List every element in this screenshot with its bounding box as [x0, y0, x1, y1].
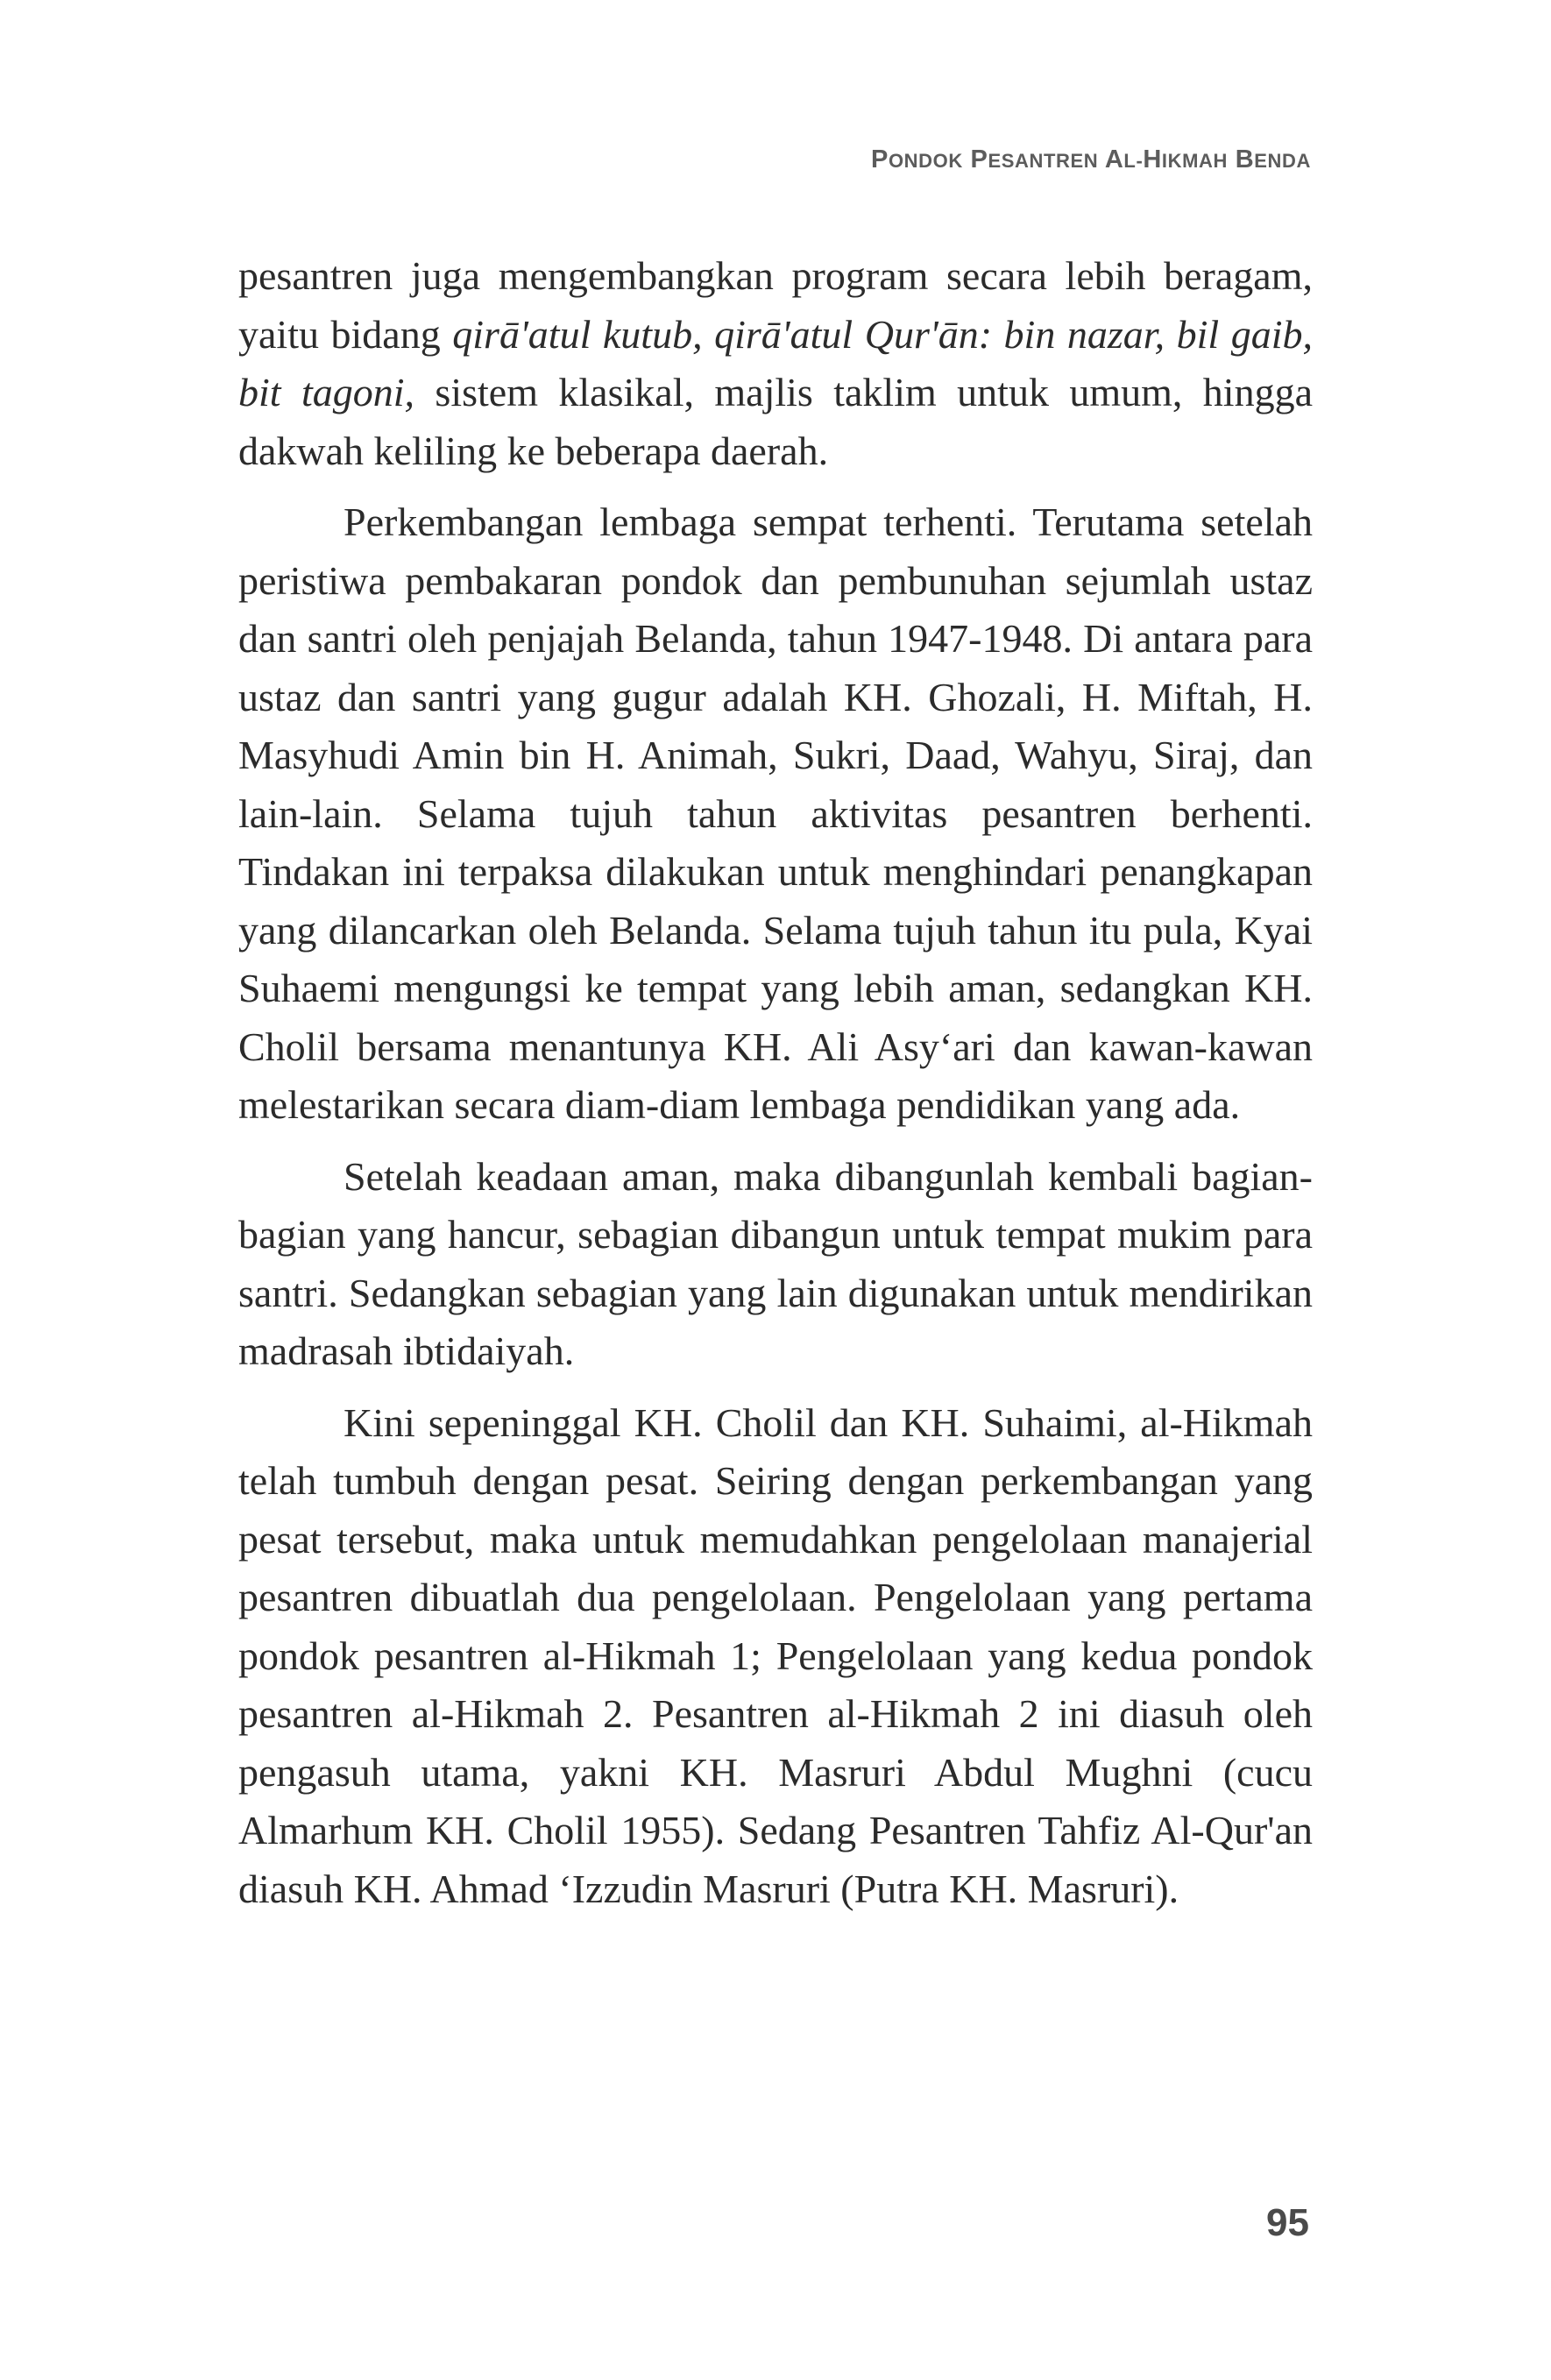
paragraph-1-text-start: pesantren juga mengembangkan program secara lebih beragam, yaitu bidang: [238, 253, 1313, 357]
body-text: [238, 247, 1313, 1918]
paragraph-1-text-end: sistem klasikal, majlis taklim untuk umum, hingga dakwah keliling ke beberapa daerah.: [238, 370, 1313, 473]
page-number: 95: [1266, 2201, 1309, 2244]
running-header: [871, 145, 1311, 174]
running-header-word-2: PESANTREN: [970, 145, 1099, 174]
paragraph-1: [238, 247, 1313, 480]
paragraph-4: Kini sepeninggal KH. Cholil dan KH. Suhaimi, al-Hikmah telah tumbuh dengan pesat. Seiring dengan perkembangan yang pesat tersebut, maka untuk memudahkan pengelolaan manajerial pesantren dibuatlah dua pengelolaan. Pengelolaan yang pertama pondok pesantren al-Hikmah 1; Pengelolaan yang kedua pondok pesantren al-Hikmah 2. Pesantren al-Hikmah 2 ini diasuh oleh pengasuh utama, yakni KH. Masruri Abdul Mughni (cucu Almarhum KH. Cholil 1955). Sedang Pesantren Tahfiz Al-Qur'an diasuh KH. Ahmad ‘Izzudin Masruri (Putra KH. Masruri).: [238, 1399, 1313, 1911]
paragraph-1-italic-terms: qirā'atul kutub, qirā'atul Qur'ān: bin nazar, bil gaib, bit tagoni,: [238, 311, 1313, 414]
running-header-word-4: BENDA: [1235, 145, 1311, 174]
paragraph-2: Perkembangan lembaga sempat terhenti. Terutama setelah peristiwa pembakaran pondok dan pembunuhan sejumlah ustaz dan santri oleh penjajah Belanda, tahun 1947-1948. Di antara para ustaz dan santri yang gugur adalah KH. Ghozali, H. Miftah, H. Masyhudi Amin bin H. Animah, Sukri, Daad, Wahyu, Siraj, dan lain-lain. Selama tujuh tahun aktivitas pesantren berhenti. Tindakan ini terpaksa dilakukan untuk menghindari penangkapan yang dilancarkan oleh Belanda. Selama tujuh tahun itu pula, Kyai Suhaemi mengungsi ke tempat yang lebih aman, sedangkan KH. Cholil bersama menantunya KH. Ali Asy‘ari dan kawan-kawan melestarikan secara diam-diam lembaga pendidikan yang ada.: [238, 499, 1313, 1127]
paragraph-3: Setelah keadaan aman, maka dibangunlah kembali bagian-bagian yang hancur, sebagian dibangun untuk tempat mukim para santri. Sedangkan sebagian yang lain digunakan untuk mendirikan madrasah ibtidaiyah.: [238, 1153, 1313, 1373]
running-header-word-3: AL-HIKMAH: [1104, 145, 1229, 174]
running-header-word-1: PONDOK: [870, 145, 963, 174]
